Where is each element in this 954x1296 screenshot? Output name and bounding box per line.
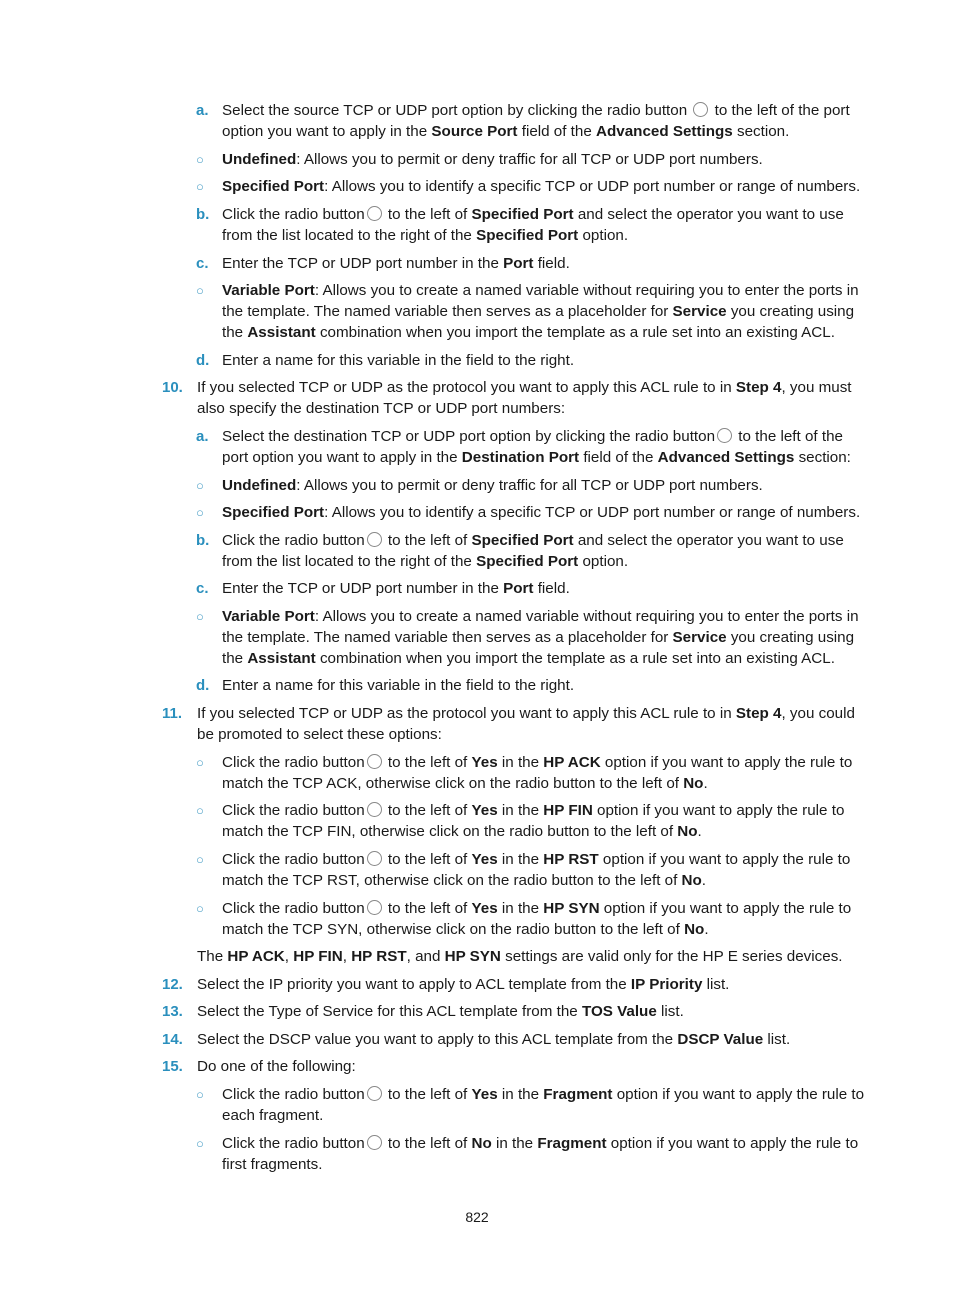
step-number: 13. — [162, 1003, 183, 1020]
radio-button-icon — [367, 206, 382, 221]
step-10a: a. Select the destination TCP or UDP port option by clicking the radio button to the left of the port option you want to apply in the Destination Port field of the Advanced Settings section: — [196, 428, 851, 466]
step-9c: c. Enter the TCP or UDP port number in the Port field. — [196, 255, 570, 272]
option-variable-port: ○ Variable Port: Allows you to create a named variable without requiring you to enter the ports in the template. The named variable then serves as a placeholder for Service you creating using the Assistant combination when you import the template as a rule set into an existing ACL. — [196, 282, 859, 341]
step-9b: b. Click the radio button to the left of Specified Port and select the operator you want to use from the list located to the right of the Specified Port option. — [196, 206, 844, 244]
bullet-circle-icon: ○ — [196, 505, 204, 520]
bullet-circle-icon: ○ — [196, 1136, 204, 1151]
option-hp-syn: ○ Click the radio button to the left of Yes in the HP SYN option if you want to apply the rule to match the TCP SYN, otherwise click on the radio button to the left of No. — [196, 900, 852, 938]
list-marker: a. — [196, 102, 209, 119]
radio-button-icon — [693, 102, 708, 117]
step-10b: b. Click the radio button to the left of Specified Port and select the operator you want to use from the list located to the right of the Specified Port option. — [196, 532, 844, 570]
radio-button-icon — [367, 1135, 382, 1150]
option-hp-ack: ○ Click the radio button to the left of Yes in the HP ACK option if you want to apply the rule to match the TCP ACK, otherwise click on the radio button to the left of No. — [196, 754, 853, 792]
option-fragment-no: ○ Click the radio button to the left of No in the Fragment option if you want to apply the rule to first fragments. — [196, 1135, 859, 1173]
option-specified-port: ○ Specified Port: Allows you to identify a specific TCP or UDP port number or range of numbers. — [196, 504, 861, 521]
radio-button-icon — [367, 532, 382, 547]
radio-button-icon — [367, 900, 382, 915]
list-marker: c. — [196, 580, 209, 597]
bullet-circle-icon: ○ — [196, 852, 204, 867]
step-number: 10. — [162, 379, 183, 396]
step-number: 14. — [162, 1031, 183, 1048]
radio-button-icon — [367, 1086, 382, 1101]
radio-button-icon — [367, 851, 382, 866]
step-number: 15. — [162, 1058, 183, 1075]
bullet-circle-icon: ○ — [196, 478, 204, 493]
bullet-circle-icon: ○ — [196, 1087, 204, 1102]
option-fragment-yes: ○ Click the radio button to the left of Yes in the Fragment option if you want to apply the rule to each fragment. — [196, 1086, 865, 1124]
page-number: 822 — [465, 1209, 489, 1225]
step-10d: d. Enter a name for this variable in the field to the right. — [196, 677, 575, 694]
radio-button-icon — [717, 428, 732, 443]
list-marker: d. — [196, 677, 210, 694]
option-specified-port: ○ Specified Port: Allows you to identify a specific TCP or UDP port number or range of numbers. — [196, 178, 861, 195]
bullet-circle-icon: ○ — [196, 609, 204, 624]
radio-button-icon — [367, 802, 382, 817]
step-15: 15. Do one of the following: — [162, 1058, 356, 1075]
option-variable-port: ○ Variable Port: Allows you to create a named variable without requiring you to enter the ports in the template. The named variable then serves as a placeholder for Service you creating using the Assistant combination when you import the template as a rule set into an existing ACL. — [196, 608, 859, 667]
list-marker: a. — [196, 428, 209, 445]
list-marker: c. — [196, 255, 209, 272]
list-marker: b. — [196, 206, 210, 223]
step-10c: c. Enter the TCP or UDP port number in the Port field. — [196, 580, 570, 597]
option-hp-rst: ○ Click the radio button to the left of Yes in the HP RST option if you want to apply the rule to match the TCP RST, otherwise click on the radio button to the left of No. — [196, 851, 851, 889]
radio-button-icon — [367, 754, 382, 769]
step-9d: d. Enter a name for this variable in the field to the right. — [196, 352, 575, 369]
step-11: 11. If you selected TCP or UDP as the protocol you want to apply this ACL rule to in Step 4, you could be promoted to select these options: — [162, 705, 855, 743]
bullet-circle-icon: ○ — [196, 901, 204, 916]
step-10: 10. If you selected TCP or UDP as the protocol you want to apply this ACL rule to in Step 4, you must also specify the destination TCP or UDP port numbers: — [162, 379, 852, 417]
step-13: 13. Select the Type of Service for this ACL template from the TOS Value list. — [162, 1003, 684, 1020]
step-12: 12. Select the IP priority you want to apply to ACL template from the IP Priority list. — [162, 976, 730, 993]
option-undefined: ○ Undefined: Allows you to permit or deny traffic for all TCP or UDP port numbers. — [196, 477, 763, 494]
step-14: 14. Select the DSCP value you want to apply to this ACL template from the DSCP Value list. — [162, 1031, 791, 1048]
note-paragraph: The HP ACK, HP FIN, HP RST, and HP SYN settings are valid only for the HP E series devices. — [197, 948, 843, 965]
step-number: 11. — [162, 705, 183, 722]
bullet-circle-icon: ○ — [196, 152, 204, 167]
bullet-circle-icon: ○ — [196, 803, 204, 818]
option-undefined: ○ Undefined: Allows you to permit or deny traffic for all TCP or UDP port numbers. — [196, 151, 763, 168]
option-hp-fin: ○ Click the radio button to the left of Yes in the HP FIN option if you want to apply the rule to match the TCP FIN, otherwise click on the radio button to the left of No. — [196, 802, 845, 840]
list-marker: d. — [196, 352, 210, 369]
list-marker: b. — [196, 532, 210, 549]
step-9a: a. Select the source TCP or UDP port option by clicking the radio button to the left of the port option you want to apply in the Source Port field of the Advanced Settings section. — [196, 102, 850, 140]
bullet-circle-icon: ○ — [196, 283, 204, 298]
bullet-circle-icon: ○ — [196, 755, 204, 770]
bullet-circle-icon: ○ — [196, 179, 204, 194]
step-number: 12. — [162, 976, 183, 993]
